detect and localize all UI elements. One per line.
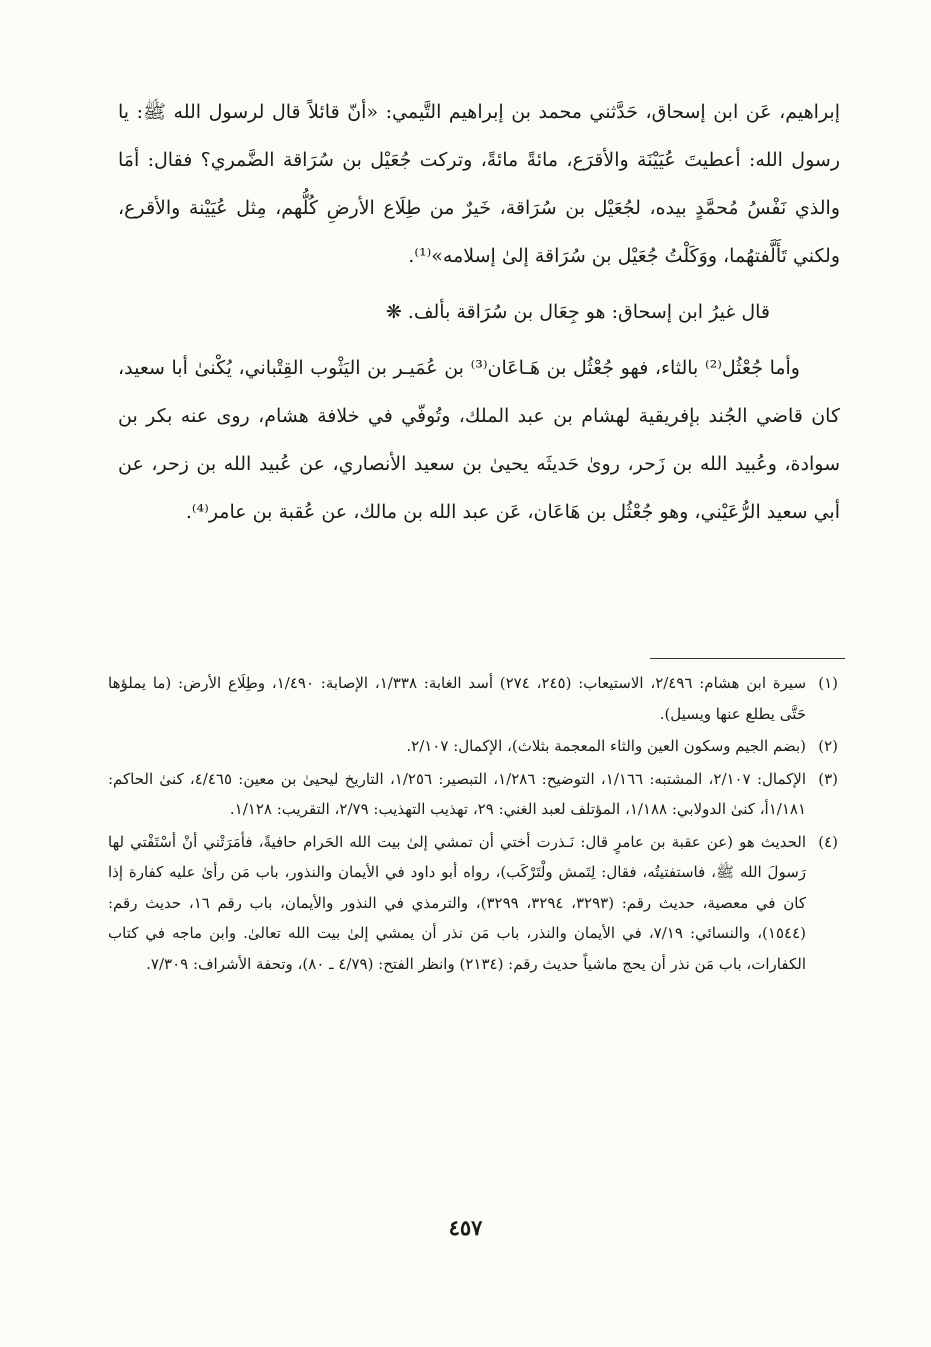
footnotes xyxy=(108,668,838,981)
footnote-4 xyxy=(108,827,838,980)
footnote-3 xyxy=(108,764,838,825)
footnote-text: الحديث هو (عن عقبة بن عامرٍ قال: نَـذرت أختي أن تمشي إلىٰ بيت الله الحَرام حافيةً، فأمَرَتْني أنْ أسْتَفْتي لها رَسولَ الله ﷺ، فاستفتيتُه، فقال: لِتَمش ولْتَرْكَب)، رواه أبو داود في الأيمان والنذور، باب مَن رأىٰ عليه كفارة إذا كان في معصية، حديث رقم: (٣٢٩٣، ٣٢٩٤، ٣٢٩٩)، والترمذي في النذور والأيمان، باب رقم ١٦، حديث رقم: (١٥٤٤)، والنسائي: ٧/١٩، في الأيمان والنذر، باب مَن نذر أن يمشي إلىٰ بيت الله تعالىٰ. وابن ماجه في كتاب الكفارات، باب مَن نذر أن يحج ماشياً حديث رقم: (٢١٣٤) وانظر الفتح: (٤/٧٩ ـ ٨٠)، وتحفة الأشراف: ٧/٣٠٩. xyxy=(108,832,806,973)
page-number: ٤٥٧ xyxy=(448,1215,483,1240)
footnote-number: (٣) xyxy=(818,769,838,788)
paragraph-juthul: وأما جُعْثُل⁽²⁾ بالثاء، فهو جُعْثُل بن هَـاعَان⁽³⁾ بن عُمَيـر بن اليَثْوب القِتْباني، يُكْنىٰ أبا سعيد، كان قاضي الجُند بإفريقية لهشام بن عبد الملك، وتُوفّي في خلافة هشام، روى عنه بكر بن سوادة، وعُبيد الله بن زَحر، روىٰ حَديثَه يحيىٰ بن سعيد الأنصاري، عن عُبيد الله بن زحر، عن أبي سعيد الرُّعَيْني، وهو جُعْثُل بن هَاعَان، عَن عبد الله بن مالك، عن عُقبة بن عامر⁽⁴⁾. xyxy=(118,357,841,523)
main-text xyxy=(118,88,840,536)
footnote-2 xyxy=(108,731,838,762)
footnote-number: (٤) xyxy=(818,832,838,851)
footnote-divider xyxy=(650,658,845,659)
footnote-text: سيرة ابن هشام: ٢/٤٩٦، الاستيعاب: (٢٤٥، ٢٧٤) أسد الغابة: ١/٣٣٨، الإصابة: ١/٤٩٠، وطِلَاع الأرض: (ما يملؤها حَتَّى يطلع عنها ويسيل). xyxy=(108,674,807,723)
footnote-text: الإكمال: ٢/١٠٧، المشتبه: ١/١٦٦، التوضيح: ١/٢٨٦، التبصير: ١/٢٥٦، التاريخ ليحيىٰ بن معين: ٤/٤٦٥، كنىٰ الحاكم: ١/١٨١أ، كنىٰ الدولابي: ١/١٨٨، المؤتلف لعبد الغني: ٢٩، تهذيب التهذيب: ٢/٧٩، التقريب: ١/١٢٨. xyxy=(108,769,806,818)
footnote-number: (٢) xyxy=(818,737,838,755)
paragraph-hadith: إبراهيم، عَن ابن إسحاق، حَدَّثني محمد بن إبراهيم التَّيمي: «أنّ قائلاً قال لرسول الله ﷺ: يا رسول الله: أعطيتَ عُيَيْنَة والأقرَع، مائةً مائةً، وتركت جُعَيْل بن سُرَاقة الضَّمري؟ فقال: أمَا والذي نَفْسُ مُحمَّدٍ بيده، لجُعَيْل بن سُرَاقة، خَيرٌ من طِلَاع الأرضِ كُلُّهم، مِثل عُيَيْنة والأقرع، ولكني تَأَلَّفتهُما، ووَكَلْتُ جُعَيْل بن سُرَاقة إلىٰ إسلامه»⁽¹⁾. xyxy=(118,101,840,267)
footnote-1 xyxy=(108,668,838,729)
footnote-text: (بضم الجيم وسكون العين والثاء المعجمة بثلاث)، الإكمال: ٢/١٠٧. xyxy=(406,737,806,755)
footnote-number: (١) xyxy=(818,674,838,692)
paragraph-ibn-ishaq-note: قال غيرُ ابن إسحاق: هو جِعَال بن سُرَاقة بألف. ❋ xyxy=(385,301,770,323)
